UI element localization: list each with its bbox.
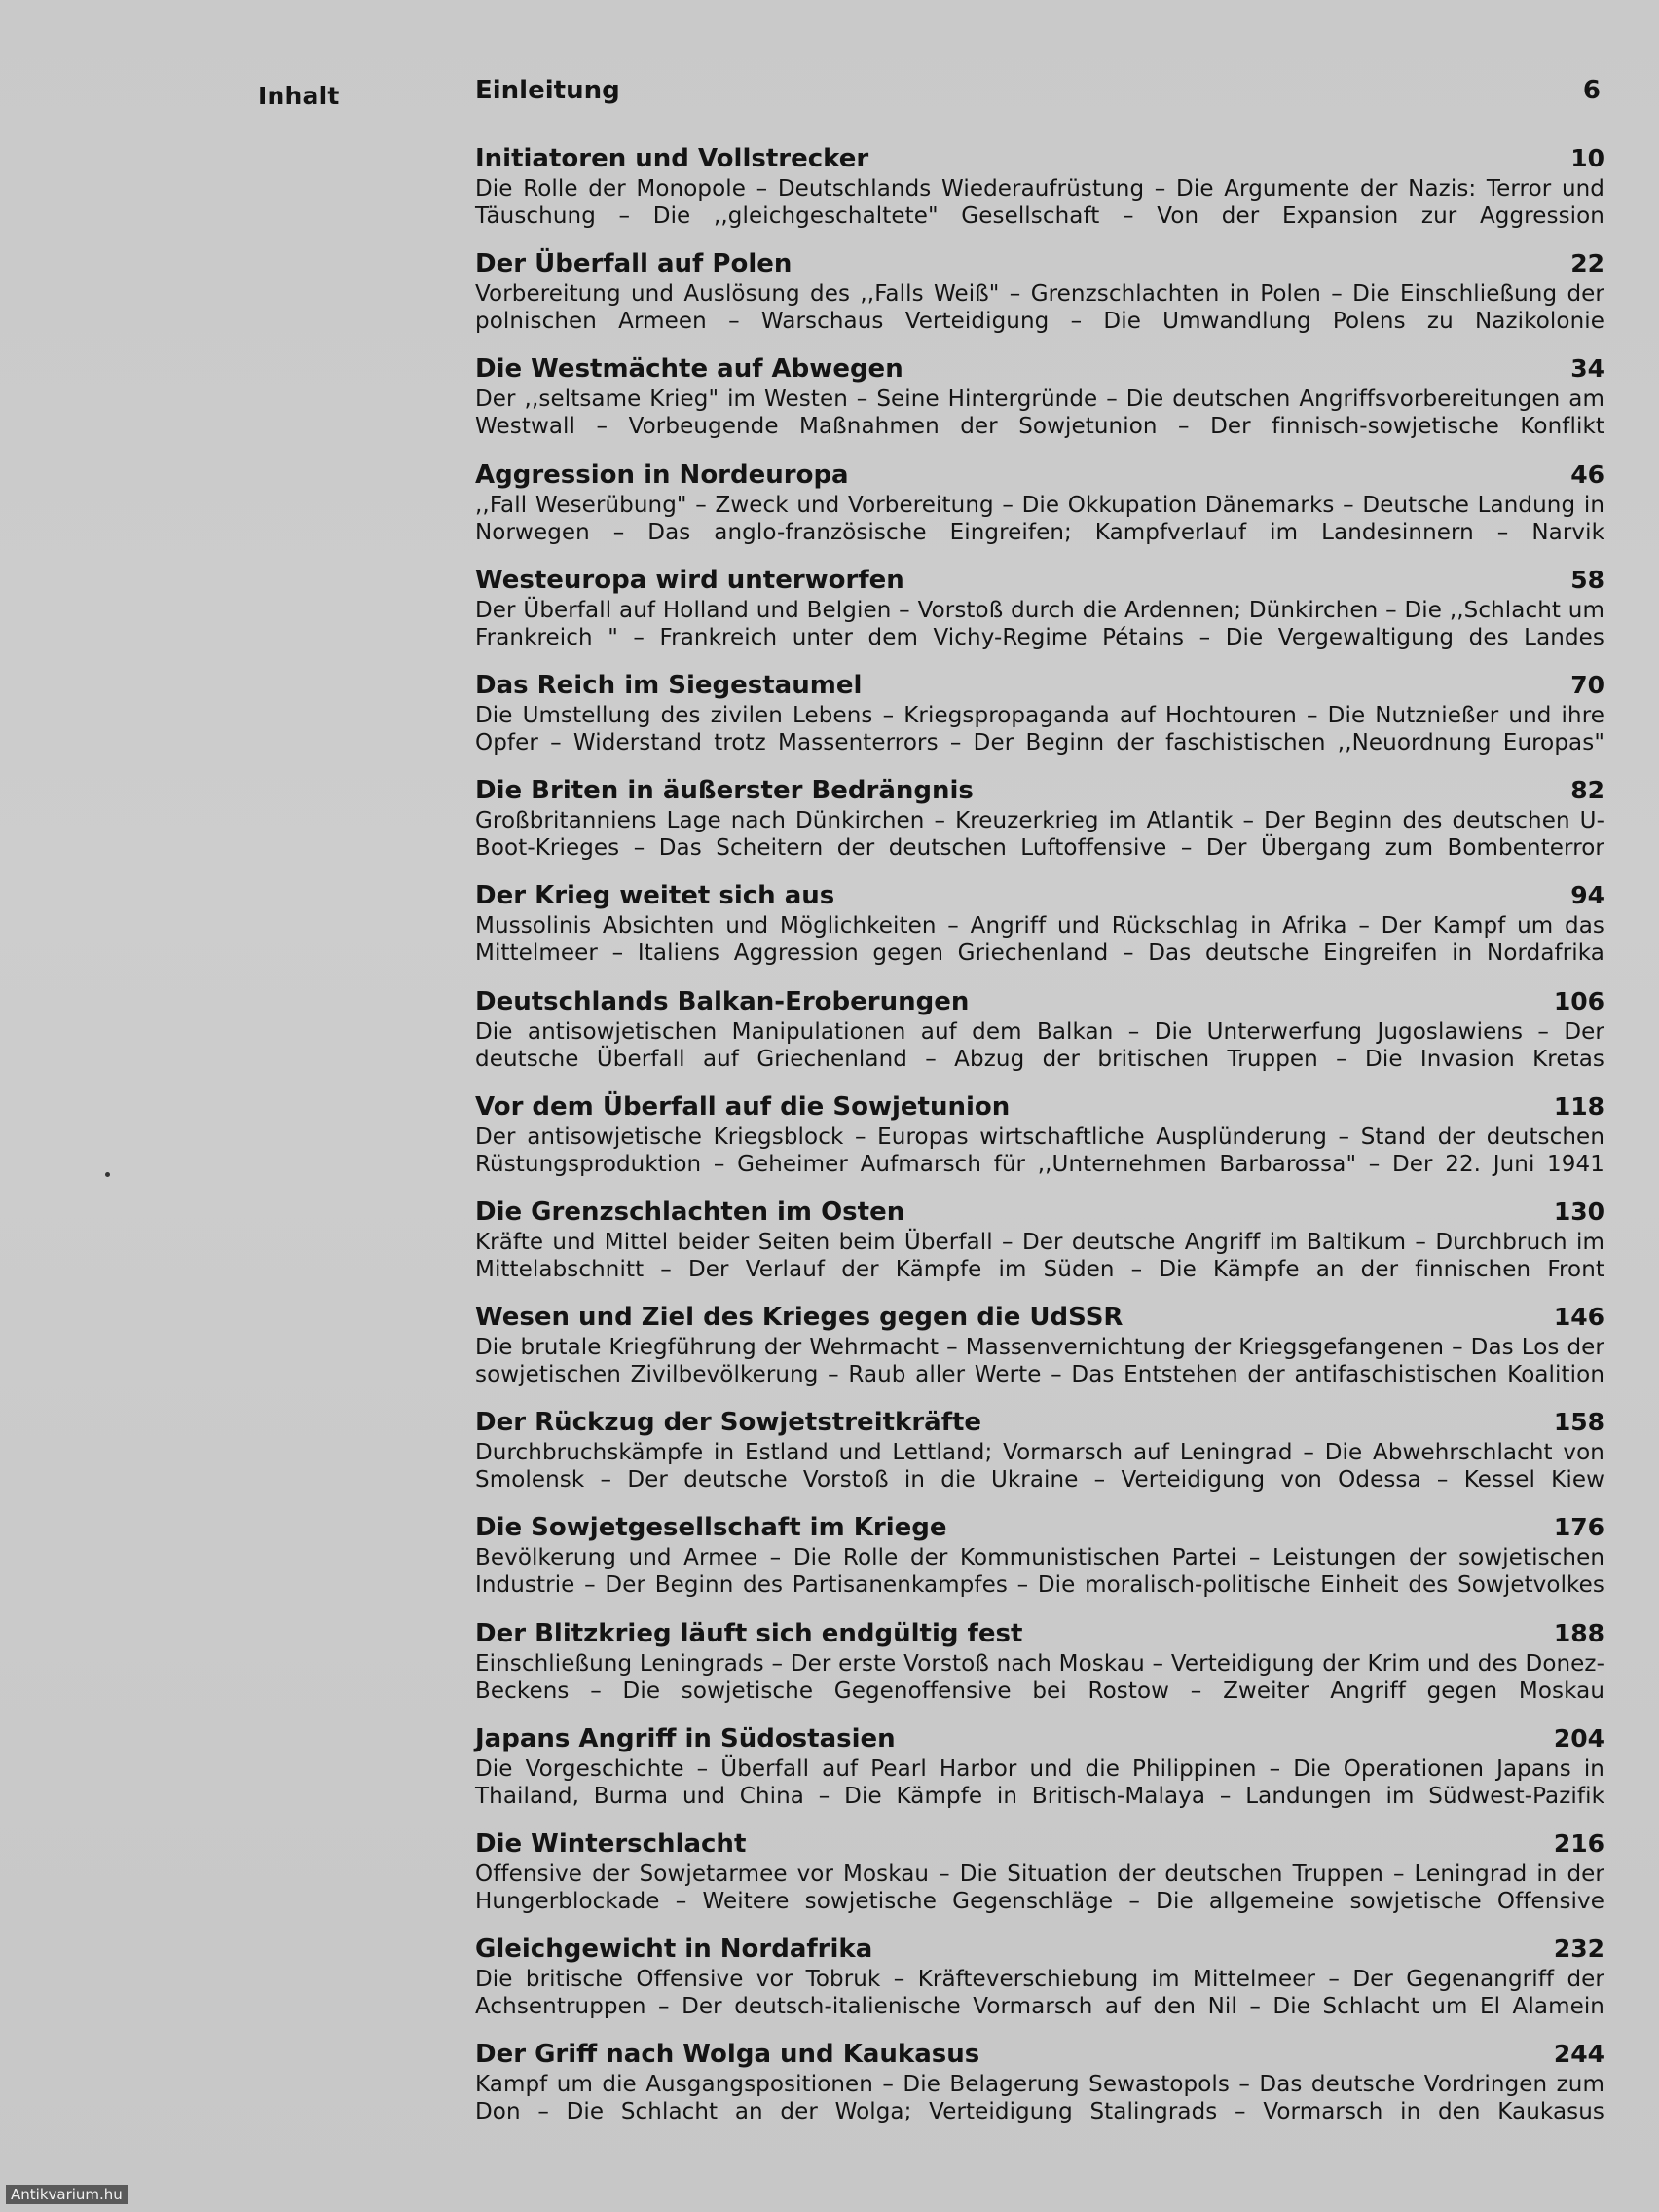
- chapter-summary: Die britische Offensive vor Tobruk – Kräfteverschiebung im Mittelmeer – Der Gegenangriff der Achsentruppen – Der deutsch-italienische Vormarsch auf den Nil – Die Schlacht um El Alamein: [475, 1967, 1604, 2020]
- chapter-title: Die Westmächte auf Abwegen: [475, 354, 903, 385]
- chapter-title: Der Griff nach Wolga und Kaukasus: [475, 2040, 980, 2070]
- toc-entry: [475, 144, 1604, 249]
- chapter-page: 70: [1570, 670, 1604, 699]
- chapter-title: Der Rückzug der Sowjetstreitkräfte: [475, 1408, 982, 1438]
- chapter-page: 106: [1553, 986, 1604, 1015]
- chapter-summary: Einschließung Leningrads – Der erste Vorstoß nach Moskau – Verteidigung der Krim und des Donez-Beckens – Die sowjetische Gegenoffensive bei Rostow – Zweiter Angriff gegen Moskau: [475, 1650, 1604, 1704]
- chapter-page: 232: [1553, 1935, 1604, 1964]
- chapter-summary: Kampf um die Ausgangspositionen – Die Belagerung Sewastopols – Das deutsche Vordringen zum Don – Die Schlacht an der Wolga; Verteidigung Stalingrads – Vormarsch in den Kaukasus: [475, 2072, 1604, 2125]
- chapter-page: 46: [1570, 460, 1604, 489]
- toc-entry: [475, 1092, 1604, 1198]
- chapter-page: 34: [1570, 354, 1604, 384]
- watermark: Antikvarium.hu: [6, 2185, 128, 2204]
- toc-entry: [475, 1408, 1604, 1513]
- chapter-title: Deutschlands Balkan-Eroberungen: [475, 986, 970, 1016]
- chapter-title: Westeuropa wird unterworfen: [475, 565, 904, 595]
- toc-entry: [475, 2040, 1604, 2145]
- chapter-page: 146: [1553, 1303, 1604, 1332]
- paper-speck: [105, 1172, 110, 1177]
- table-of-contents: [475, 76, 1604, 2146]
- chapter-page: 188: [1553, 1618, 1604, 1647]
- chapter-summary: Vorbereitung und Auslösung des ,,Falls Weiß" – Grenzschlachten in Polen – Die Einschließung der polnischen Armeen – Warschaus Verteidigung – Die Umwandlung Polens zu Nazikolonie: [475, 281, 1604, 335]
- chapter-title: Die Briten in äußerster Bedrängnis: [475, 776, 974, 806]
- chapter-page: 216: [1553, 1829, 1604, 1858]
- toc-entry: [475, 1724, 1604, 1829]
- chapter-title: Der Krieg weitet sich aus: [475, 881, 835, 911]
- toc-intro-page: 6: [1582, 76, 1601, 105]
- chapter-summary: Großbritanniens Lage nach Dünkirchen – Kreuzerkrieg im Atlantik – Der Beginn des deutschen U-Boot-Krieges – Das Scheitern der deutschen Luftoffensive – Der Übergang zum Bombenterror: [475, 808, 1604, 862]
- toc-entry: [475, 354, 1604, 460]
- chapter-summary: Der antisowjetische Kriegsblock – Europas wirtschaftliche Ausplünderung – Stand der deutschen Rüstungsproduktion – Geheimer Aufmarsch für ,,Unternehmen Barbarossa" – Der 22. Juni 1941: [475, 1124, 1604, 1177]
- chapter-title: Aggression in Nordeuropa: [475, 460, 849, 490]
- chapter-page: 22: [1570, 249, 1604, 278]
- chapter-page: 204: [1553, 1723, 1604, 1752]
- chapter-title: Initiatoren und Vollstrecker: [475, 144, 869, 173]
- toc-entry: [475, 987, 1604, 1092]
- toc-entry: [475, 671, 1604, 776]
- chapter-title: Gleichgewicht in Nordafrika: [475, 1935, 873, 1965]
- chapter-title: Wesen und Ziel des Krieges gegen die UdSSR: [475, 1303, 1124, 1333]
- toc-intro-title: Einleitung: [475, 76, 620, 105]
- toc-entry: [475, 1513, 1604, 1618]
- chapter-summary: Die antisowjetischen Manipulationen auf dem Balkan – Die Unterwerfung Jugoslawiens – Der deutsche Überfall auf Griechenland – Abzug der britischen Truppen – Die Invasion Kretas: [475, 1018, 1604, 1072]
- toc-entry: [475, 1303, 1604, 1408]
- chapter-title: Die Winterschlacht: [475, 1829, 747, 1859]
- chapter-page: 176: [1553, 1513, 1604, 1542]
- chapter-title: Die Sowjetgesellschaft im Kriege: [475, 1513, 947, 1543]
- chapter-summary: Die Umstellung des zivilen Lebens – Kriegspropaganda auf Hochtouren – Die Nutznießer und ihre Opfer – Widerstand trotz Massenterrors – Der Beginn der faschistischen ,,Neuordnung Europas": [475, 702, 1604, 756]
- chapter-page: 118: [1553, 1091, 1604, 1121]
- chapter-title: Die Grenzschlachten im Osten: [475, 1197, 905, 1227]
- chapter-page: 244: [1553, 2040, 1604, 2069]
- chapter-title: Japans Angriff in Südostasien: [475, 1723, 896, 1753]
- toc-entry: [475, 776, 1604, 881]
- chapter-summary: Der ,,seltsame Krieg" im Westen – Seine Hintergründe – Die deutschen Angriffsvorbereitungen am Westwall – Vorbeugende Maßnahmen der Sowjetunion – Der finnisch-sowjetische Konflikt: [475, 387, 1604, 440]
- chapter-page: 58: [1570, 565, 1604, 594]
- chapter-page: 10: [1570, 144, 1604, 172]
- toc-entry: [475, 881, 1604, 986]
- chapter-summary: Die Vorgeschichte – Überfall auf Pearl Harbor und die Philippinen – Die Operationen Japans in Thailand, Burma und China – Die Kämpfe in Britisch-Malaya – Landungen im Südwest-Pazifik: [475, 1755, 1604, 1809]
- chapter-title: Vor dem Überfall auf die Sowjetunion: [475, 1091, 1011, 1122]
- chapter-summary: Offensive der Sowjetarmee vor Moskau – Die Situation der deutschen Truppen – Leningrad in der Hungerblockade – Weitere sowjetische Gegenschläge – Die allgemeine sowjetische Offensive: [475, 1862, 1604, 1914]
- toc-intro-row: [475, 76, 1604, 144]
- toc-entry: [475, 1935, 1604, 2040]
- chapter-title: Das Reich im Siegestaumel: [475, 670, 863, 700]
- chapter-page: 158: [1553, 1408, 1604, 1437]
- chapter-page: 130: [1553, 1197, 1604, 1226]
- toc-entry: [475, 1619, 1604, 1724]
- chapter-page: 94: [1570, 881, 1604, 910]
- toc-entry: [475, 249, 1604, 354]
- chapter-summary: Der Überfall auf Holland und Belgien – Vorstoß durch die Ardennen; Dünkirchen – Die ,,Schlacht um Frankreich " – Frankreich unter dem Vichy-Regime Pétains – Die Vergewaltigung des Landes: [475, 597, 1604, 650]
- chapter-summary: Die brutale Kriegführung der Wehrmacht – Massenvernichtung der Kriegsgefangenen – Das Los der sowjetischen Zivilbevölkerung – Raub aller Werte – Das Entstehen der antifaschistischen Koalition: [475, 1335, 1604, 1388]
- contents-label: Inhalt: [258, 82, 340, 110]
- chapter-summary: Mussolinis Absichten und Möglichkeiten – Angriff und Rückschlag in Afrika – Der Kampf um das Mittelmeer – Italiens Aggression gegen Griechenland – Das deutsche Eingreifen in Nordafrika: [475, 913, 1604, 967]
- chapter-summary: Die Rolle der Monopole – Deutschlands Wiederaufrüstung – Die Argumente der Nazis: Terror und Täuschung – Die ,,gleichgeschaltete" Gesellschaft – Von der Expansion zur Aggression: [475, 176, 1604, 229]
- toc-entry: [475, 566, 1604, 671]
- chapter-title: Der Überfall auf Polen: [475, 249, 793, 279]
- chapter-summary: Kräfte und Mittel beider Seiten beim Überfall – Der deutsche Angriff im Baltikum – Durchbruch im Mittelabschnitt – Der Verlauf der Kämpfe im Süden – Die Kämpfe an der finnischen Front: [475, 1229, 1604, 1282]
- chapter-summary: ,,Fall Weserübung" – Zweck und Vorbereitung – Die Okkupation Dänemarks – Deutsche Landung in Norwegen – Das anglo-französische Eingreifen; Kampfverlauf im Landesinnern – Narvik: [475, 492, 1604, 545]
- chapter-summary: Durchbruchskämpfe in Estland und Lettland; Vormarsch auf Leningrad – Die Abwehrschlacht von Smolensk – Der deutsche Vorstoß in die Ukraine – Verteidigung von Odessa – Kessel Kiew: [475, 1440, 1604, 1493]
- toc-entry: [475, 1198, 1604, 1303]
- toc-entry: [475, 1829, 1604, 1935]
- chapter-summary: Bevölkerung und Armee – Die Rolle der Kommunistischen Partei – Leistungen der sowjetischen Industrie – Der Beginn des Partisanenkampfes – Die moralisch-politische Einheit des Sowjetvolkes: [475, 1545, 1604, 1599]
- chapter-title: Der Blitzkrieg läuft sich endgültig fest: [475, 1618, 1023, 1648]
- chapter-page: 82: [1570, 776, 1604, 805]
- toc-entry: [475, 461, 1604, 566]
